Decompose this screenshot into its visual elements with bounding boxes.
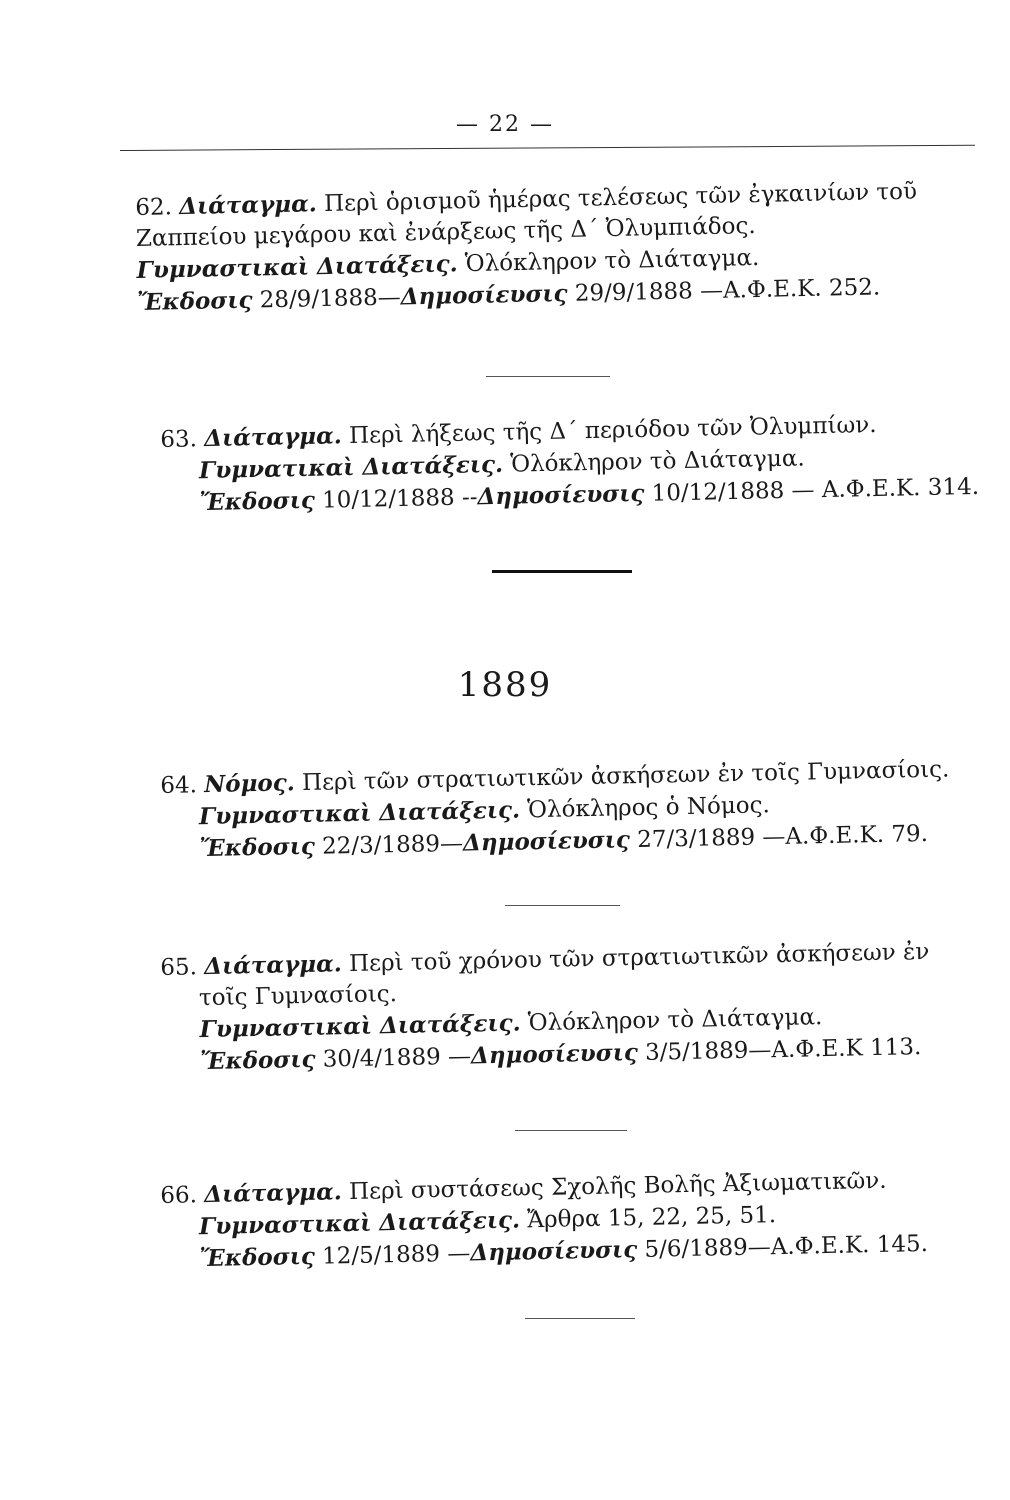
issue-date: 22/3/1889— — [321, 830, 464, 860]
year-heading: 1889 — [457, 665, 553, 705]
entry-type: Διάταγμα. — [203, 1178, 343, 1209]
provisions-label: Γυμναστικαὶ Διατάξεις. — [198, 796, 521, 831]
entry-64 — [160, 753, 951, 866]
publication-label: Δημοσίευσις — [477, 479, 645, 511]
entry-63 — [160, 407, 979, 520]
entry-type: Νόμος. — [203, 769, 296, 799]
provisions-text: Ἄρθρα 15, 22, 25, 51. — [526, 1202, 777, 1234]
issue-date: 10/12/1888 -- — [321, 484, 478, 514]
issue-date: 12/5/1889 — — [321, 1240, 471, 1270]
publication-date: 3/5/1889—Α.Φ.Ε.Κ 113. — [644, 1034, 922, 1066]
entry-number: 62. — [135, 194, 173, 221]
separator-rule — [505, 905, 620, 906]
issue-label: Ἔκδοσις — [200, 1045, 316, 1076]
entry-number: 64. — [160, 772, 198, 799]
issue-label: Ἔκδοσις — [137, 286, 253, 316]
entry-number: 63. — [160, 426, 198, 453]
issue-date: 28/9/1888— — [259, 284, 401, 314]
separator-rule — [486, 376, 610, 377]
provisions-text: Ὁλόκληρον τὸ Διάταγμα. — [510, 445, 805, 478]
entry-title: Περὶ τῶν στρατιωτικῶν ἀσκήσεων ἐν τοῖς Γυμνασίοις. — [301, 756, 950, 797]
year-separator-rule — [492, 570, 632, 573]
provisions-text: Ὁλόκληρος ὁ Νόμος. — [526, 792, 771, 824]
entry-66 — [160, 1164, 928, 1276]
entry-62 — [135, 176, 919, 319]
provisions-label: Γυμναστικαὶ Διατάξεις. — [136, 250, 458, 284]
entry-title: Περὶ τοῦ χρόνου τῶν στρατιωτικῶν ἀσκήσεων ἐν — [348, 938, 930, 978]
provisions-label: Γυμναστικαὶ Διατάξεις. — [198, 1206, 521, 1241]
entry-type: Διάταγμα. — [178, 190, 318, 221]
entry-type: Διάταγμα. — [203, 422, 343, 453]
provisions-text: Ὁλόκληρον τὸ Διάταγμα. — [464, 244, 760, 278]
entry-number: 66. — [160, 1182, 198, 1209]
header-rule — [120, 145, 975, 151]
entry-65 — [160, 936, 932, 1079]
publication-label: Δημοσίευσις — [400, 279, 568, 311]
provisions-text: Ὁλόκληρον τὸ Διάταγμα. — [527, 1004, 823, 1037]
entry-title-cont: Ζαππείου μεγάρου καὶ ἐνάρξεως τῆς Δ΄ Ὀλυμπιάδος. — [135, 213, 756, 252]
issue-date: 30/4/1889 — — [322, 1043, 472, 1073]
issue-label: Ἔκδοσις — [199, 832, 316, 863]
publication-date: 10/12/1888 — Α.Φ.Ε.Κ. 314. — [651, 473, 980, 507]
entry-title: Περὶ λήξεως τῆς Δ΄ περιόδου τῶν Ὀλυμπίων. — [348, 411, 877, 450]
publication-label: Δημοσίευσις — [462, 826, 631, 857]
publication-date: 29/9/1888 —Α.Φ.Ε.Κ. 252. — [574, 274, 881, 307]
entry-title: Περὶ συστάσεως Σχολῆς Βολῆς Ἀξιωματικῶν. — [348, 1167, 887, 1206]
separator-rule — [525, 1318, 635, 1319]
publication-label: Δημοσίευσις — [470, 1039, 639, 1070]
separator-rule — [515, 1130, 627, 1131]
provisions-label: Γυμναστικαὶ Διατάξεις. — [199, 1009, 521, 1044]
entry-number: 65. — [160, 954, 198, 981]
issue-label: Ἔκδοσις — [199, 486, 316, 517]
entry-title-cont: τοῖς Γυμνασίοις. — [198, 981, 398, 1012]
entry-type: Διάταγμα. — [203, 950, 343, 981]
publication-date: 5/6/1889—Α.Φ.Ε.Κ. 145. — [644, 1230, 929, 1263]
provisions-label: Γυμνατικαὶ Διατάξεις. — [198, 450, 504, 485]
publication-label: Δημοσίευσις — [470, 1236, 638, 1267]
entry-title: Περὶ ὁρισμοῦ ἡμέρας τελέσεως τῶν ἐγκαινίων τοῦ — [323, 178, 918, 218]
issue-label: Ἔκδοσις — [199, 1242, 316, 1273]
page-number: — 22 — — [456, 112, 554, 137]
publication-date: 27/3/1889 —Α.Φ.Ε.Κ. 79. — [636, 820, 929, 854]
